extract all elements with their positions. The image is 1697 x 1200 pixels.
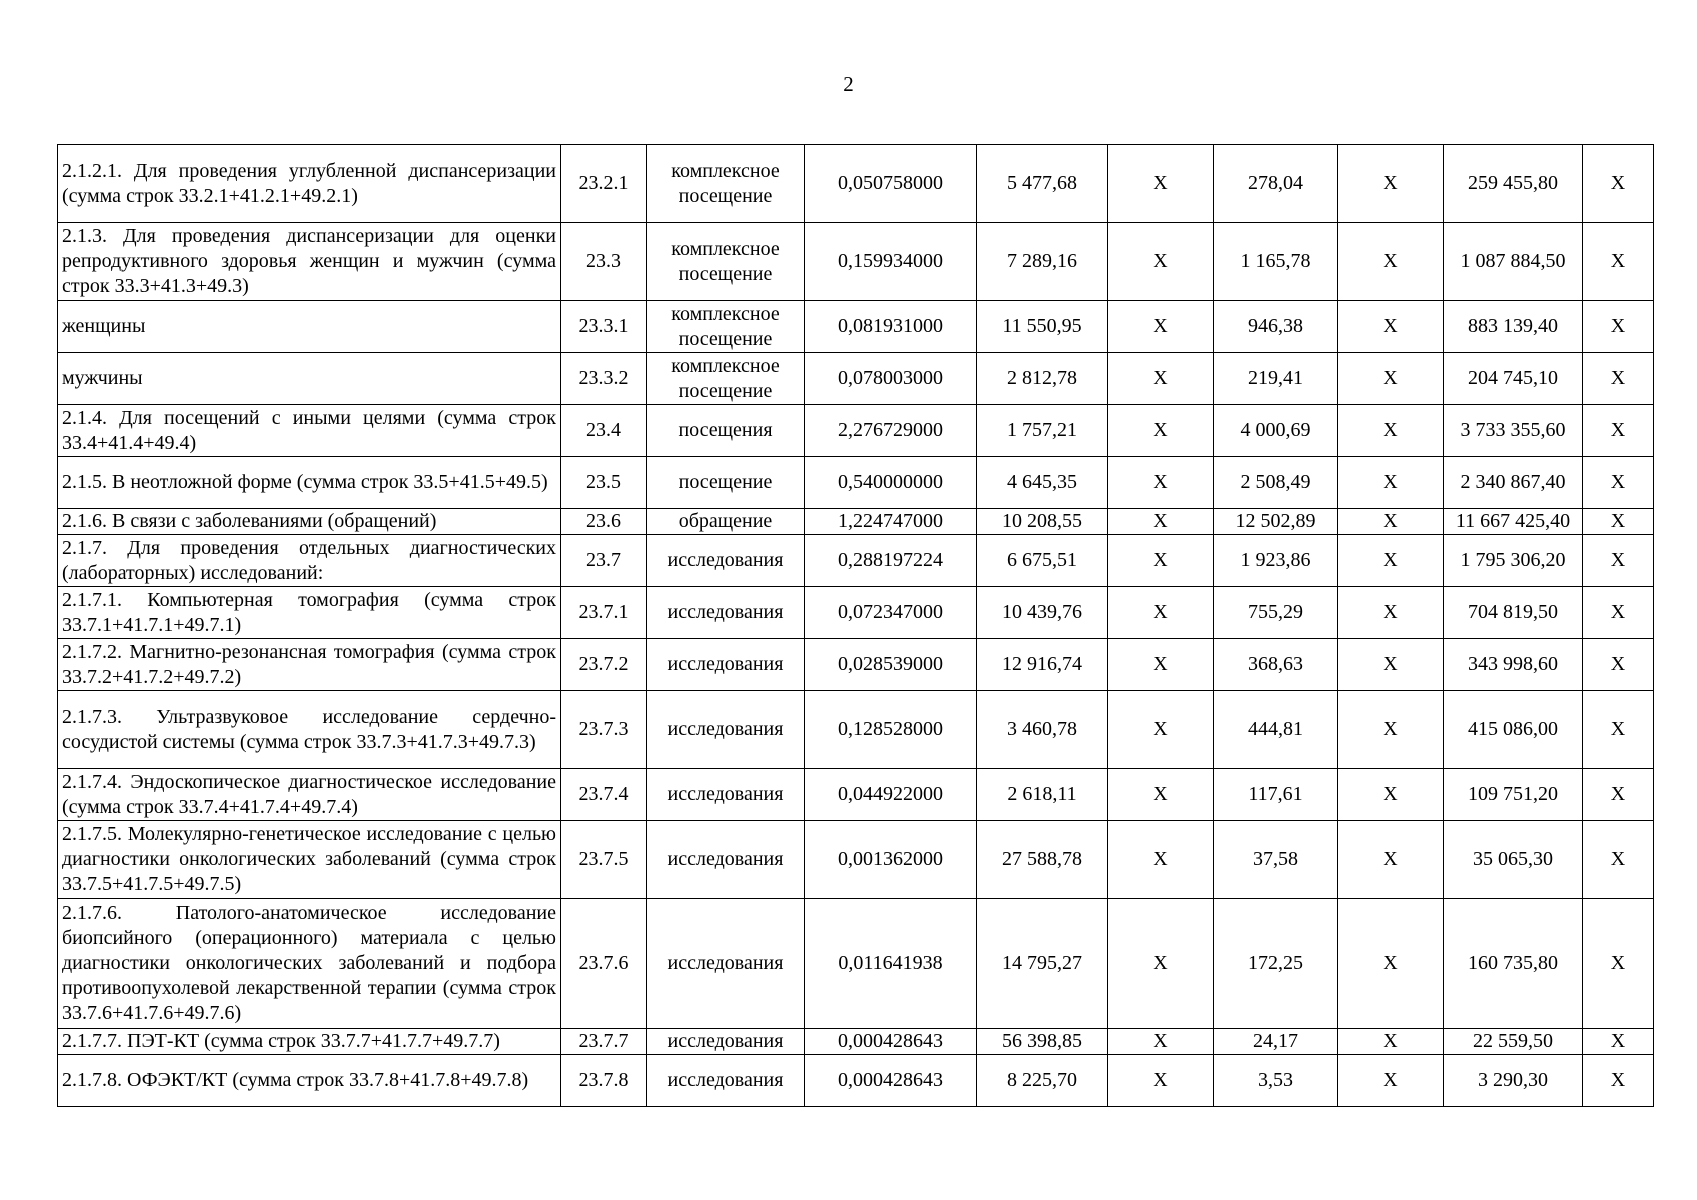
row-col6: Х	[1108, 145, 1214, 223]
table-row	[58, 301, 1654, 353]
row-norm: 1,224747000	[805, 509, 977, 535]
row-col7: 172,25	[1214, 899, 1338, 1029]
row-code: 23.7.1	[561, 587, 647, 639]
row-col8: Х	[1338, 509, 1444, 535]
row-col9: 109 751,20	[1444, 769, 1583, 821]
row-col7: 946,38	[1214, 301, 1338, 353]
row-cost: 56 398,85	[977, 1029, 1108, 1055]
row-col6: Х	[1108, 587, 1214, 639]
row-col9: 2 340 867,40	[1444, 457, 1583, 509]
row-col8: Х	[1338, 223, 1444, 301]
row-col10: Х	[1583, 691, 1654, 769]
row-col6: Х	[1108, 821, 1214, 899]
row-cost: 7 289,16	[977, 223, 1108, 301]
row-col8: Х	[1338, 1029, 1444, 1055]
row-unit: обращение	[647, 509, 805, 535]
row-norm: 0,081931000	[805, 301, 977, 353]
row-col8: Х	[1338, 691, 1444, 769]
row-cost: 6 675,51	[977, 535, 1108, 587]
row-cost: 27 588,78	[977, 821, 1108, 899]
row-cost: 2 618,11	[977, 769, 1108, 821]
row-unit: исследования	[647, 899, 805, 1029]
table-row	[58, 769, 1654, 821]
row-col8: Х	[1338, 405, 1444, 457]
row-col9: 259 455,80	[1444, 145, 1583, 223]
data-table	[57, 144, 1654, 1107]
row-unit: исследования	[647, 1029, 805, 1055]
row-code: 23.3.1	[561, 301, 647, 353]
row-description: 2.1.7.4. Эндоскопическое диагностическое исследование (сумма строк 33.7.4+41.7.4+49.7.4)	[58, 769, 561, 821]
row-unit: комплексное посещение	[647, 353, 805, 405]
table-row	[58, 457, 1654, 509]
row-code: 23.7.5	[561, 821, 647, 899]
row-col10: Х	[1583, 587, 1654, 639]
row-code: 23.6	[561, 509, 647, 535]
row-col7: 1 165,78	[1214, 223, 1338, 301]
row-description: 2.1.7.6. Патолого-анатомическое исследование биопсийного (операционного) материала с целью диагностики онкологических заболеваний и подбора противоопухолевой лекарственной терапии (сумма строк 33.7.6+41.7.6+49.7.6)	[58, 899, 561, 1029]
row-col7: 278,04	[1214, 145, 1338, 223]
row-cost: 1 757,21	[977, 405, 1108, 457]
table-row	[58, 821, 1654, 899]
row-cost: 14 795,27	[977, 899, 1108, 1029]
row-unit: исследования	[647, 535, 805, 587]
row-col6: Х	[1108, 353, 1214, 405]
row-cost: 2 812,78	[977, 353, 1108, 405]
row-cost: 10 439,76	[977, 587, 1108, 639]
row-col8: Х	[1338, 1055, 1444, 1107]
row-col6: Х	[1108, 769, 1214, 821]
row-col10: Х	[1583, 223, 1654, 301]
row-norm: 2,276729000	[805, 405, 977, 457]
row-norm: 0,028539000	[805, 639, 977, 691]
row-col7: 368,63	[1214, 639, 1338, 691]
row-unit: исследования	[647, 691, 805, 769]
row-col9: 1 795 306,20	[1444, 535, 1583, 587]
row-description: 2.1.7.8. ОФЭКТ/КТ (сумма строк 33.7.8+41.7.8+49.7.8)	[58, 1055, 561, 1107]
row-col8: Х	[1338, 821, 1444, 899]
row-col8: Х	[1338, 587, 1444, 639]
row-norm: 0,011641938	[805, 899, 977, 1029]
row-col6: Х	[1108, 535, 1214, 587]
row-description: 2.1.2.1. Для проведения углубленной диспансеризации (сумма строк 33.2.1+41.2.1+49.2.1)	[58, 145, 561, 223]
row-description: 2.1.3. Для проведения диспансеризации для оценки репродуктивного здоровья женщин и мужчин (сумма строк 33.3+41.3+49.3)	[58, 223, 561, 301]
row-cost: 5 477,68	[977, 145, 1108, 223]
page-number: 2	[843, 72, 854, 96]
row-col9: 704 819,50	[1444, 587, 1583, 639]
table-row	[58, 899, 1654, 1029]
row-code: 23.7.4	[561, 769, 647, 821]
row-norm: 0,001362000	[805, 821, 977, 899]
row-col7: 2 508,49	[1214, 457, 1338, 509]
table-row	[58, 535, 1654, 587]
row-description: женщины	[58, 301, 561, 353]
row-col6: Х	[1108, 509, 1214, 535]
row-cost: 10 208,55	[977, 509, 1108, 535]
row-col9: 1 087 884,50	[1444, 223, 1583, 301]
row-norm: 0,044922000	[805, 769, 977, 821]
row-description: 2.1.5. В неотложной форме (сумма строк 33.5+41.5+49.5)	[58, 457, 561, 509]
table-row	[58, 1029, 1654, 1055]
row-col10: Х	[1583, 769, 1654, 821]
row-code: 23.7.2	[561, 639, 647, 691]
row-norm: 0,159934000	[805, 223, 977, 301]
row-cost: 12 916,74	[977, 639, 1108, 691]
row-col7: 12 502,89	[1214, 509, 1338, 535]
table-body	[58, 145, 1654, 1107]
row-cost: 11 550,95	[977, 301, 1108, 353]
row-col8: Х	[1338, 639, 1444, 691]
row-col7: 3,53	[1214, 1055, 1338, 1107]
row-col6: Х	[1108, 1055, 1214, 1107]
row-unit: комплексное посещение	[647, 223, 805, 301]
row-col6: Х	[1108, 899, 1214, 1029]
row-norm: 0,050758000	[805, 145, 977, 223]
row-description: 2.1.7.1. Компьютерная томография (сумма строк 33.7.1+41.7.1+49.7.1)	[58, 587, 561, 639]
row-col10: Х	[1583, 509, 1654, 535]
row-code: 23.3	[561, 223, 647, 301]
table-row	[58, 509, 1654, 535]
row-col10: Х	[1583, 1029, 1654, 1055]
row-col9: 415 086,00	[1444, 691, 1583, 769]
row-col7: 24,17	[1214, 1029, 1338, 1055]
row-col6: Х	[1108, 691, 1214, 769]
row-col10: Х	[1583, 821, 1654, 899]
row-col7: 219,41	[1214, 353, 1338, 405]
row-col9: 11 667 425,40	[1444, 509, 1583, 535]
row-norm: 0,540000000	[805, 457, 977, 509]
row-col8: Х	[1338, 353, 1444, 405]
row-cost: 4 645,35	[977, 457, 1108, 509]
row-col7: 755,29	[1214, 587, 1338, 639]
row-description: 2.1.7.2. Магнитно-резонансная томография (сумма строк 33.7.2+41.7.2+49.7.2)	[58, 639, 561, 691]
table-row	[58, 587, 1654, 639]
row-code: 23.7.6	[561, 899, 647, 1029]
row-col10: Х	[1583, 535, 1654, 587]
row-code: 23.2.1	[561, 145, 647, 223]
row-col9: 204 745,10	[1444, 353, 1583, 405]
row-col8: Х	[1338, 769, 1444, 821]
row-unit: исследования	[647, 639, 805, 691]
row-code: 23.7.3	[561, 691, 647, 769]
row-col6: Х	[1108, 1029, 1214, 1055]
row-norm: 0,128528000	[805, 691, 977, 769]
row-unit: комплексное посещение	[647, 145, 805, 223]
row-col9: 883 139,40	[1444, 301, 1583, 353]
row-norm: 0,072347000	[805, 587, 977, 639]
row-col8: Х	[1338, 145, 1444, 223]
row-col9: 343 998,60	[1444, 639, 1583, 691]
row-col10: Х	[1583, 301, 1654, 353]
row-col7: 1 923,86	[1214, 535, 1338, 587]
row-col9: 3 290,30	[1444, 1055, 1583, 1107]
table-row	[58, 223, 1654, 301]
row-col10: Х	[1583, 1055, 1654, 1107]
row-description: 2.1.6. В связи с заболеваниями (обращений)	[58, 509, 561, 535]
row-col7: 444,81	[1214, 691, 1338, 769]
row-code: 23.7.7	[561, 1029, 647, 1055]
row-col9: 3 733 355,60	[1444, 405, 1583, 457]
row-col6: Х	[1108, 639, 1214, 691]
row-col7: 117,61	[1214, 769, 1338, 821]
row-cost: 8 225,70	[977, 1055, 1108, 1107]
row-description: 2.1.7.7. ПЭТ-КТ (сумма строк 33.7.7+41.7.7+49.7.7)	[58, 1029, 561, 1055]
row-code: 23.4	[561, 405, 647, 457]
row-col8: Х	[1338, 899, 1444, 1029]
row-col9: 35 065,30	[1444, 821, 1583, 899]
row-col10: Х	[1583, 145, 1654, 223]
table-row	[58, 405, 1654, 457]
row-code: 23.5	[561, 457, 647, 509]
row-description: 2.1.7.5. Молекулярно-генетическое исследование с целью диагностики онкологических заболеваний (сумма строк 33.7.5+41.7.5+49.7.5)	[58, 821, 561, 899]
row-norm: 0,078003000	[805, 353, 977, 405]
row-description: 2.1.4. Для посещений с иными целями (сумма строк 33.4+41.4+49.4)	[58, 405, 561, 457]
row-norm: 0,000428643	[805, 1029, 977, 1055]
row-col6: Х	[1108, 405, 1214, 457]
row-norm: 0,288197224	[805, 535, 977, 587]
row-col8: Х	[1338, 457, 1444, 509]
row-description: мужчины	[58, 353, 561, 405]
row-col6: Х	[1108, 301, 1214, 353]
table-row	[58, 145, 1654, 223]
row-unit: посещения	[647, 405, 805, 457]
row-col10: Х	[1583, 899, 1654, 1029]
row-col6: Х	[1108, 223, 1214, 301]
row-unit: комплексное посещение	[647, 301, 805, 353]
row-description: 2.1.7.3. Ультразвуковое исследование сердечно-сосудистой системы (сумма строк 33.7.3+41.7.3+49.7.3)	[58, 691, 561, 769]
row-code: 23.7.8	[561, 1055, 647, 1107]
row-unit: исследования	[647, 1055, 805, 1107]
row-unit: исследования	[647, 769, 805, 821]
row-unit: исследования	[647, 587, 805, 639]
table-row	[58, 353, 1654, 405]
row-col8: Х	[1338, 535, 1444, 587]
row-col7: 37,58	[1214, 821, 1338, 899]
row-col10: Х	[1583, 353, 1654, 405]
row-unit: посещение	[647, 457, 805, 509]
row-norm: 0,000428643	[805, 1055, 977, 1107]
row-col10: Х	[1583, 405, 1654, 457]
table-row	[58, 639, 1654, 691]
row-description: 2.1.7. Для проведения отдельных диагностических (лабораторных) исследований:	[58, 535, 561, 587]
row-col6: Х	[1108, 457, 1214, 509]
row-col9: 160 735,80	[1444, 899, 1583, 1029]
row-col9: 22 559,50	[1444, 1029, 1583, 1055]
row-col8: Х	[1338, 301, 1444, 353]
row-cost: 3 460,78	[977, 691, 1108, 769]
row-col10: Х	[1583, 457, 1654, 509]
row-code: 23.7	[561, 535, 647, 587]
table-row	[58, 691, 1654, 769]
row-unit: исследования	[647, 821, 805, 899]
row-col7: 4 000,69	[1214, 405, 1338, 457]
row-col10: Х	[1583, 639, 1654, 691]
row-code: 23.3.2	[561, 353, 647, 405]
table-row	[58, 1055, 1654, 1107]
